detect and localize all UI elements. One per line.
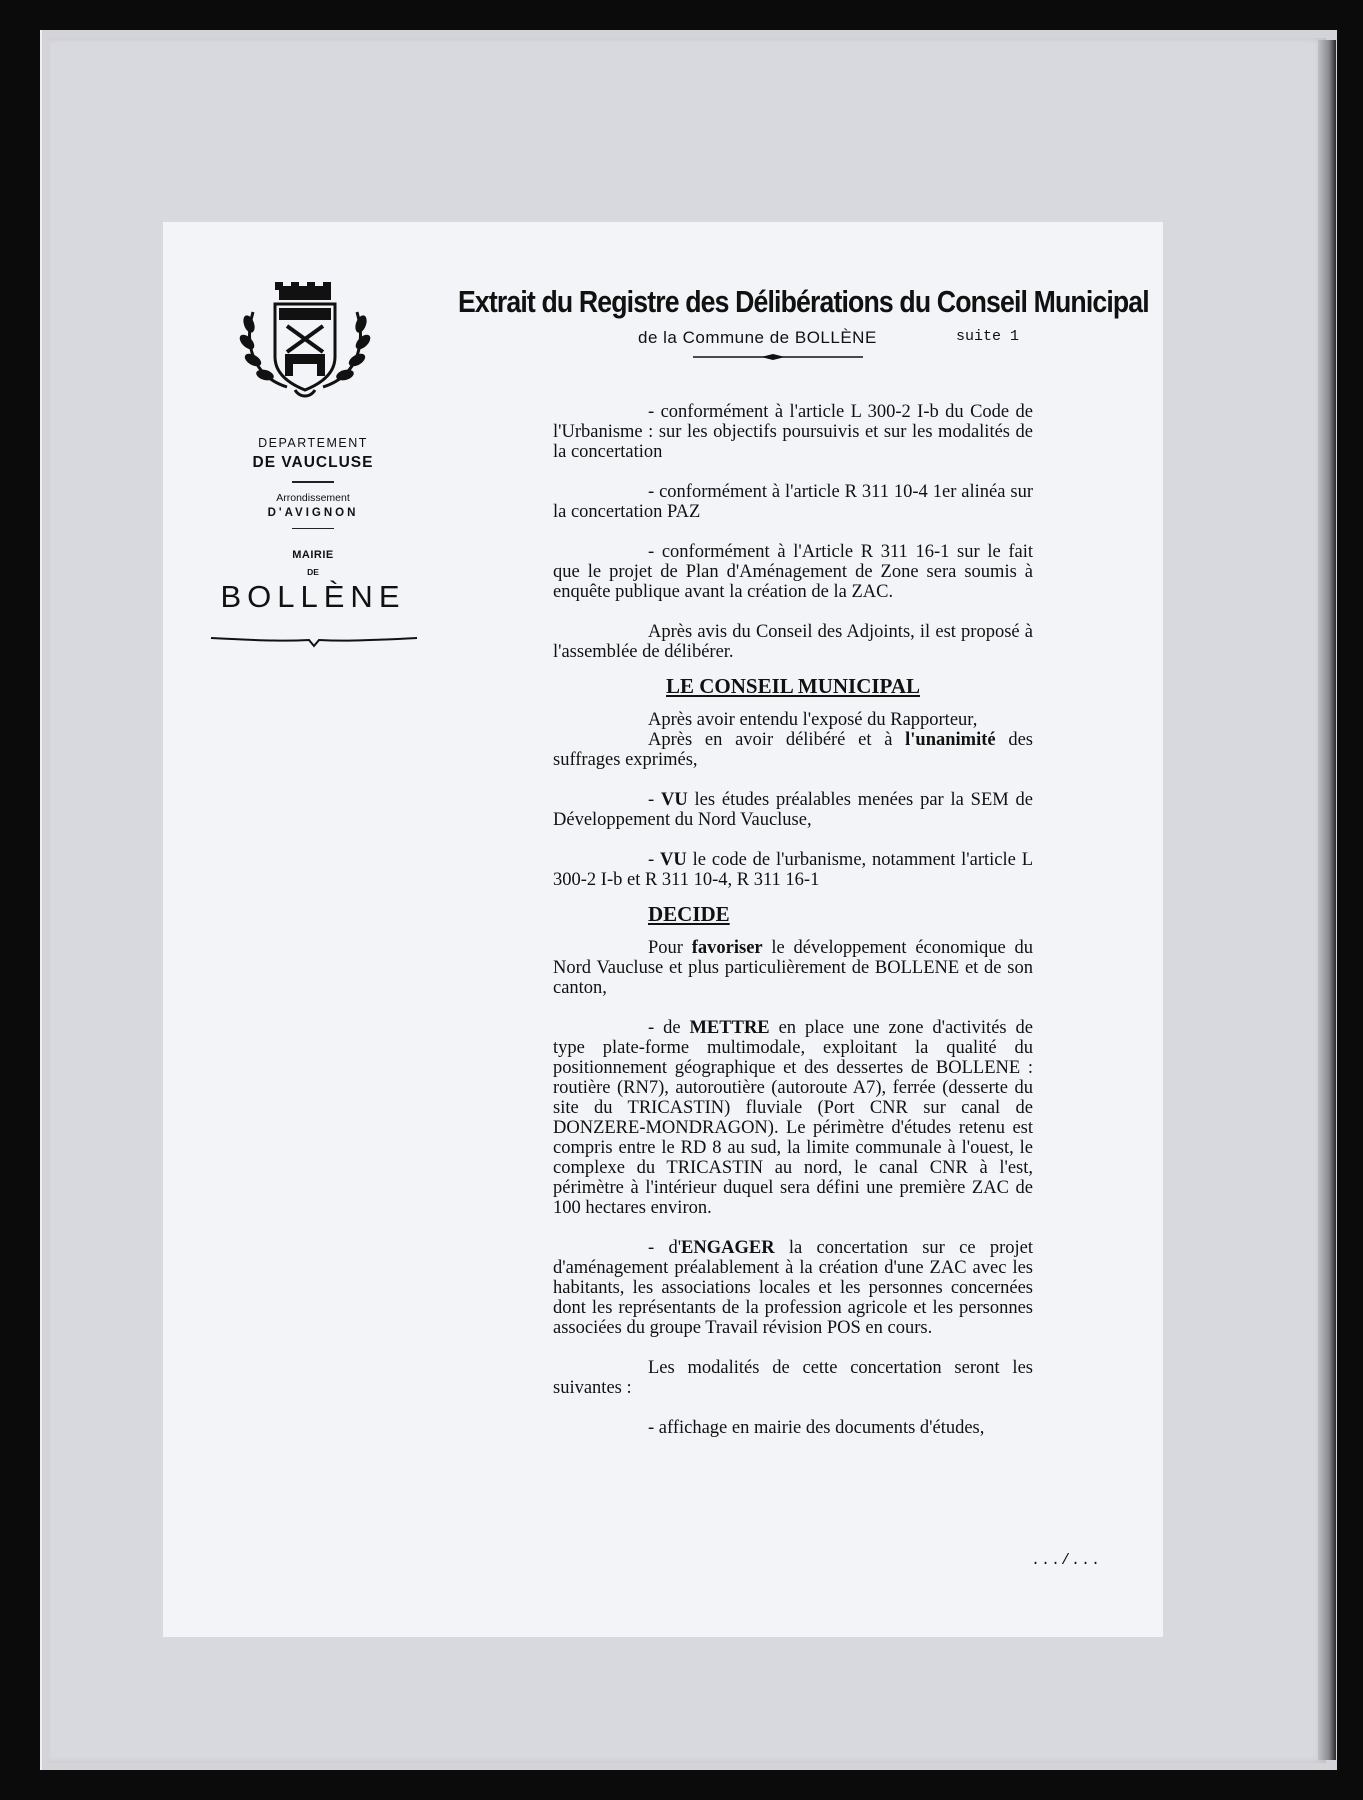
continuation-mark: .../... (1031, 1552, 1102, 1569)
paragraph: Pour favoriser le développement économique du Nord Vaucluse et plus particulièrement de BOLLENE et de son canton, (553, 938, 1034, 998)
left-header-block (193, 436, 433, 615)
document-subtitle: de la Commune de BOLLÈNE (638, 328, 877, 347)
paragraph: Après avoir entendu l'exposé du Rapporteur, (648, 710, 978, 730)
page-edge (1318, 40, 1336, 1760)
document-sheet (163, 222, 1163, 1637)
department-name: DE VAUCLUSE (252, 454, 374, 471)
deliberation-body (553, 402, 1033, 1438)
page-suite-label: suite 1 (956, 328, 1020, 345)
paragraph: - de METTRE en place une zone d'activités de type plate-forme multimodale, exploitant la qualité du positionnement géographique et des dessertes de BOLLENE : routière (RN7), autoroutière (autoroute A7), ferrée (desserte du site du TRICASTIN) fluviale (Port CNR sur canal de DONZERE-MONDRAGON). Le périmètre d'études retenu est compris entre le RD 8 au sud, la limite communale à l'ouest, le complexe du TRICASTIN au nord, le canal CNR à l'est, périmètre à l'intérieur duquel sera défini une première ZAC de 100 hectares environ. (553, 1018, 1033, 1218)
de-label: DE (307, 567, 319, 577)
section-heading-decide: DECIDE (648, 902, 730, 926)
department-label: DEPARTEMENT (258, 436, 368, 450)
divider (292, 528, 334, 530)
paragraph: - d'ENGAGER la concertation sur ce projet d'aménagement préalablement à la création d'une ZAC avec les habitants, les associations locales et les personnes concernées dont les représentants de la profession agricole et les personnes associées du groupe Travail révision POS en cours. (553, 1238, 1033, 1338)
paragraph: - affichage en mairie des documents d'études, (648, 1418, 985, 1438)
arrondissement-name: D'AVIGNON (267, 506, 359, 519)
paragraph: - conformément à l'article R 311 10-4 1er alinéa sur la concertation PAZ (553, 482, 1033, 522)
paragraph: - conformément à l'Article R 311 16-1 sur le fait que le projet de Plan d'Aménagement de Zone sera soumis à enquête publique avant la création de la ZAC. (553, 542, 1033, 602)
section-heading-conseil: LE CONSEIL MUNICIPAL (666, 674, 920, 698)
paragraph: Après en avoir délibéré et à l'unanimité des suffrages exprimés, (553, 730, 1033, 770)
arrondissement-label: Arrondissement (276, 491, 350, 504)
paragraph: - VU le code de l'urbanisme, notamment l'article L 300-2 I-b et R 311 10-4, R 311 16-1 (553, 850, 1033, 890)
flourish-divider (209, 632, 419, 648)
town-name: BOLLÈNE (220, 579, 406, 614)
paragraph: - conformément à l'article L 300-2 I-b du Code de l'Urbanisme : sur les objectifs poursuivis et sur les modalités de la concertation (553, 402, 1033, 462)
paragraph: - VU les études préalables menées par la SEM de Développement du Nord Vaucluse, (553, 790, 1033, 830)
coat-of-arms-icon (235, 282, 375, 407)
title-rule (693, 353, 863, 361)
paragraph: Après avis du Conseil des Adjoints, il est proposé à l'assemblée de délibérer. (553, 622, 1033, 662)
divider (292, 481, 334, 483)
mairie-label: MAIRIE (292, 549, 334, 561)
paragraph: Les modalités de cette concertation seront les suivantes : (553, 1358, 1033, 1398)
document-title: Extrait du Registre des Délibérations du Conseil Municipal (458, 284, 1149, 319)
